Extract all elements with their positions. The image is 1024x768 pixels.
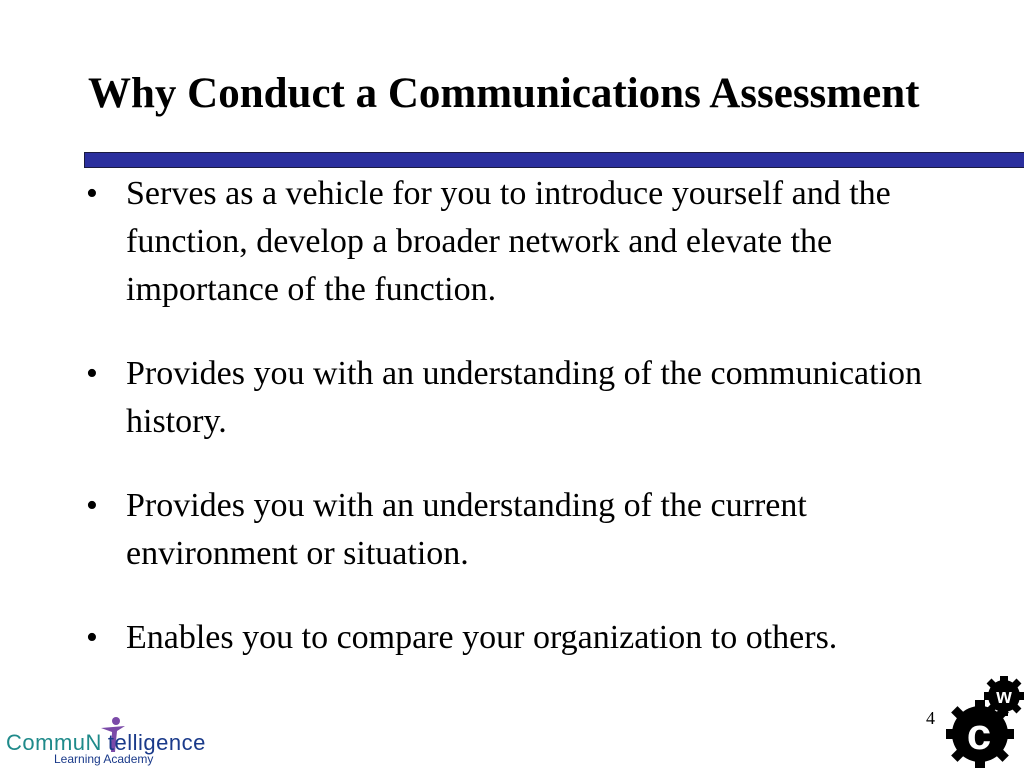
bullet-text: Serves as a vehicle for you to introduce yourself and the function, develop a broader network and elevate the importance of the function.: [126, 175, 891, 308]
brand-wordmark-part1: CommuN: [6, 730, 102, 755]
brand-subtitle: Learning Academy: [54, 752, 154, 766]
bullet-marker: •: [86, 619, 98, 656]
bullet-item: [86, 614, 946, 662]
page-number: 4: [926, 708, 935, 728]
bullet-list: [86, 170, 946, 662]
slide-title: Why Conduct a Communications Assessment: [88, 70, 920, 117]
bullet-marker: •: [86, 355, 98, 392]
gear-letter-small: w: [996, 686, 1012, 708]
bullet-text: Provides you with an understanding of the communication history.: [126, 355, 923, 440]
bullet-item: [86, 482, 946, 578]
bullet-item: [86, 170, 946, 314]
gear-logo-icon: [944, 674, 1024, 768]
gear-letter-main: c: [966, 710, 992, 759]
bullet-text: Enables you to compare your organization to others.: [126, 619, 838, 656]
communtelligence-logo: [6, 716, 226, 766]
bullet-item: [86, 350, 946, 446]
title-divider-bar: [84, 152, 1024, 168]
bullet-marker: •: [86, 487, 98, 524]
bullet-marker: •: [86, 175, 98, 212]
brand-wordmark-part2: telligence: [107, 730, 206, 755]
bullet-text: Provides you with an understanding of the current environment or situation.: [126, 487, 807, 572]
